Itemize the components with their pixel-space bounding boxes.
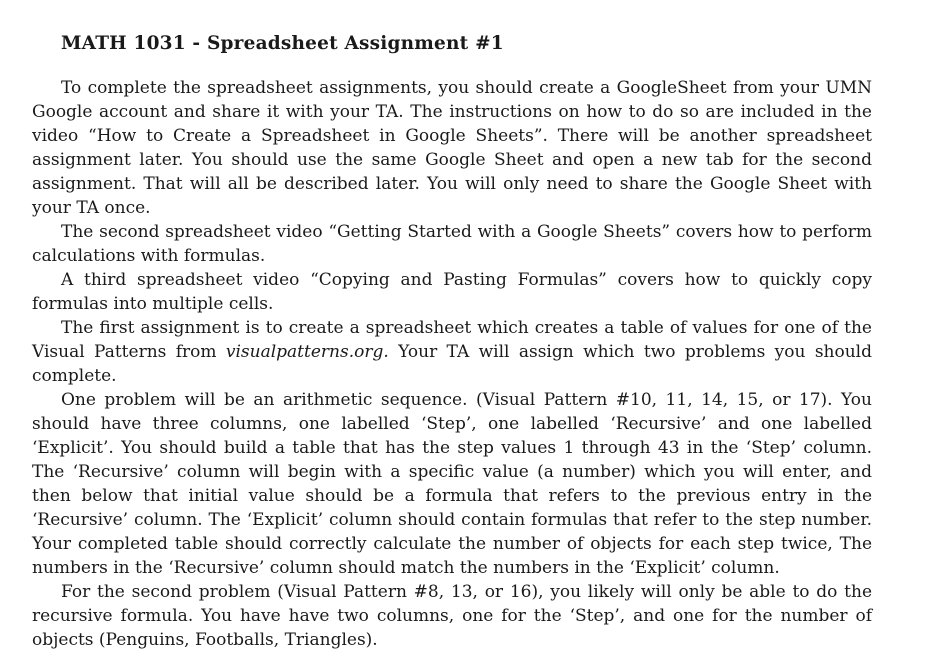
paragraph-second-problem: For the second problem (Visual Pattern #8, 13, or 16), you likely will only be able to do the recursive formula. You have have two columns, one for the ‘Step’, and one for the number of objects (Penguins, Footballs, Triangles). — [32, 582, 872, 650]
paragraph-first-assignment — [32, 316, 872, 388]
document-page — [32, 22, 872, 652]
paragraph-first-assignment-tail: Your TA will assign which two problems you should complete. — [32, 342, 872, 386]
document-title: MATH 1031 - Spreadsheet Assignment #1 — [61, 33, 504, 54]
paragraph-second-video: The second spreadsheet video “Getting Started with a Google Sheets” covers how to perform calculations with formulas. — [32, 222, 872, 266]
paragraph-intro: To complete the spreadsheet assignments, you should create a GoogleSheet from your UMN Google account and share it with your TA. The instructions on how to do so are included in the video “How to Create a Spreadsheet in Google Sheets”. There will be another spreadsheet assignment later. You should use the same Google Sheet and open a new tab for the second assignment. That will all be described later. You will only need to share the Google Sheet with your TA once. — [32, 78, 872, 218]
document-body — [32, 76, 872, 652]
paragraph-third-video: A third spreadsheet video “Copying and Pasting Formulas” covers how to quickly copy formulas into multiple cells. — [32, 270, 872, 314]
paragraph-arithmetic-problem: One problem will be an arithmetic sequence. (Visual Pattern #10, 11, 14, 15, or 17). You should have three columns, one labelled ‘Step’, one labelled ‘Recursive’ and one labelled ‘Explicit’. You should build a table that has the step values 1 through 43 in the ‘Step’ column. The ‘Recursive’ column will begin with a specific value (a number) which you will enter, and then below that initial value should be a formula that refers to the previous entry in the ‘Recursive’ column. The ‘Explicit’ column should contain formulas that refer to the step number. Your completed table should correctly calculate the number of objects for each step twice, The numbers in the ‘Recursive’ column should match the numbers in the ‘Explicit’ column. — [32, 390, 872, 578]
visualpatterns-reference: visualpatterns.org. — [225, 342, 389, 362]
paragraph-first-assignment-text: The first assignment is to create a spreadsheet which creates a table of values for one of the Visual Patterns from — [32, 318, 872, 362]
